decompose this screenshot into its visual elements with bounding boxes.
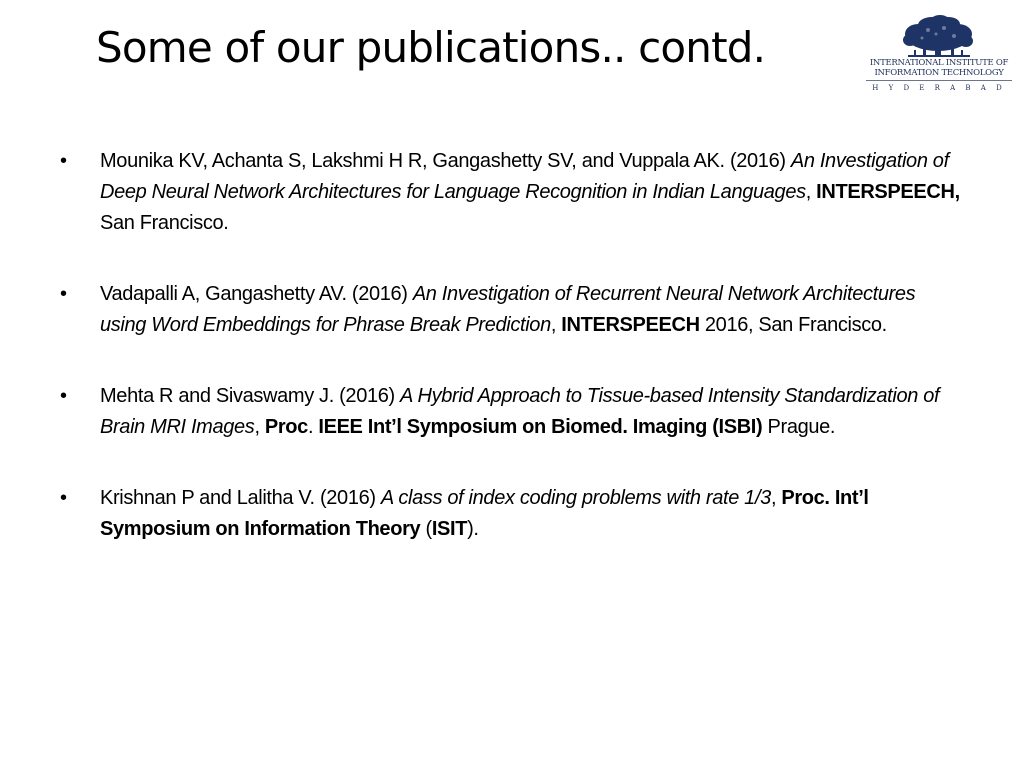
pub-authors: Krishnan P and Lalitha V. (2016) [100,487,381,509]
pub-venue-mid: ( [420,518,432,540]
pub-venue: Proc. Int’l Symposium on Information Theory [100,487,869,540]
pub-separator: , [805,181,817,203]
logo-text-line2: INFORMATION TECHNOLOGY [874,68,1004,78]
pub-venue: Proc [264,416,308,438]
pub-separator: , [770,487,782,509]
pub-separator: , [550,314,562,336]
pub-authors: Vadapalli A, Gangashetty AV. (2016) [100,283,413,305]
iiit-hyderabad-logo [862,14,1016,98]
pub-authors: Mounika KV, Achanta S, Lakshmi H R, Gangashetty SV, and Vuppala AK. (2016) [100,150,791,172]
bullet-icon: • [60,150,67,172]
list-item [60,381,960,443]
pub-venue-rest: Prague. [762,416,836,438]
logo-text-line1: INTERNATIONAL INSTITUTE OF [869,58,1009,68]
list-item [60,279,960,341]
pub-title: A class of index coding problems with rate 1/3 [380,487,771,509]
pub-venue-rest: 2016, San Francisco. [699,314,887,336]
pub-venue: INTERSPEECH [561,314,700,336]
logo-text-line3: H Y D E R A B A D [872,84,1006,92]
pub-separator: , [254,416,265,438]
pub-title: An Investigation of Deep Neural Network Architectures for Language Recognition in Indian Languages [100,150,949,203]
pub-title: An Investigation of Recurrent Neural Network Architectures using Word Embeddings for Phrase Break Prediction [100,283,916,336]
list-item [60,146,960,239]
pub-venue-rest: San Francisco. [100,212,229,234]
pub-venue-rest: ). [467,518,479,540]
pub-venue: INTERSPEECH, [816,181,960,203]
bullet-icon: • [60,283,67,305]
pub-venue-conference: IEEE Int’l Symposium on Biomed. Imaging (ISBI) [318,416,763,438]
bullet-icon: • [60,385,67,407]
bullet-icon: • [60,487,67,509]
list-item [60,483,960,545]
tree-logo-icon [862,14,1016,58]
pub-venue-mid: . [307,416,319,438]
logo-divider [866,80,1012,81]
publication-list [60,146,960,585]
pub-venue-conference: ISIT [431,518,468,540]
pub-title: A Hybrid Approach to Tissue-based Intensity Standardization of Brain MRI Images [100,385,940,438]
slide-title: Some of our publications.. contd. [96,23,766,72]
pub-authors: Mehta R and Sivaswamy J. (2016) [100,385,401,407]
